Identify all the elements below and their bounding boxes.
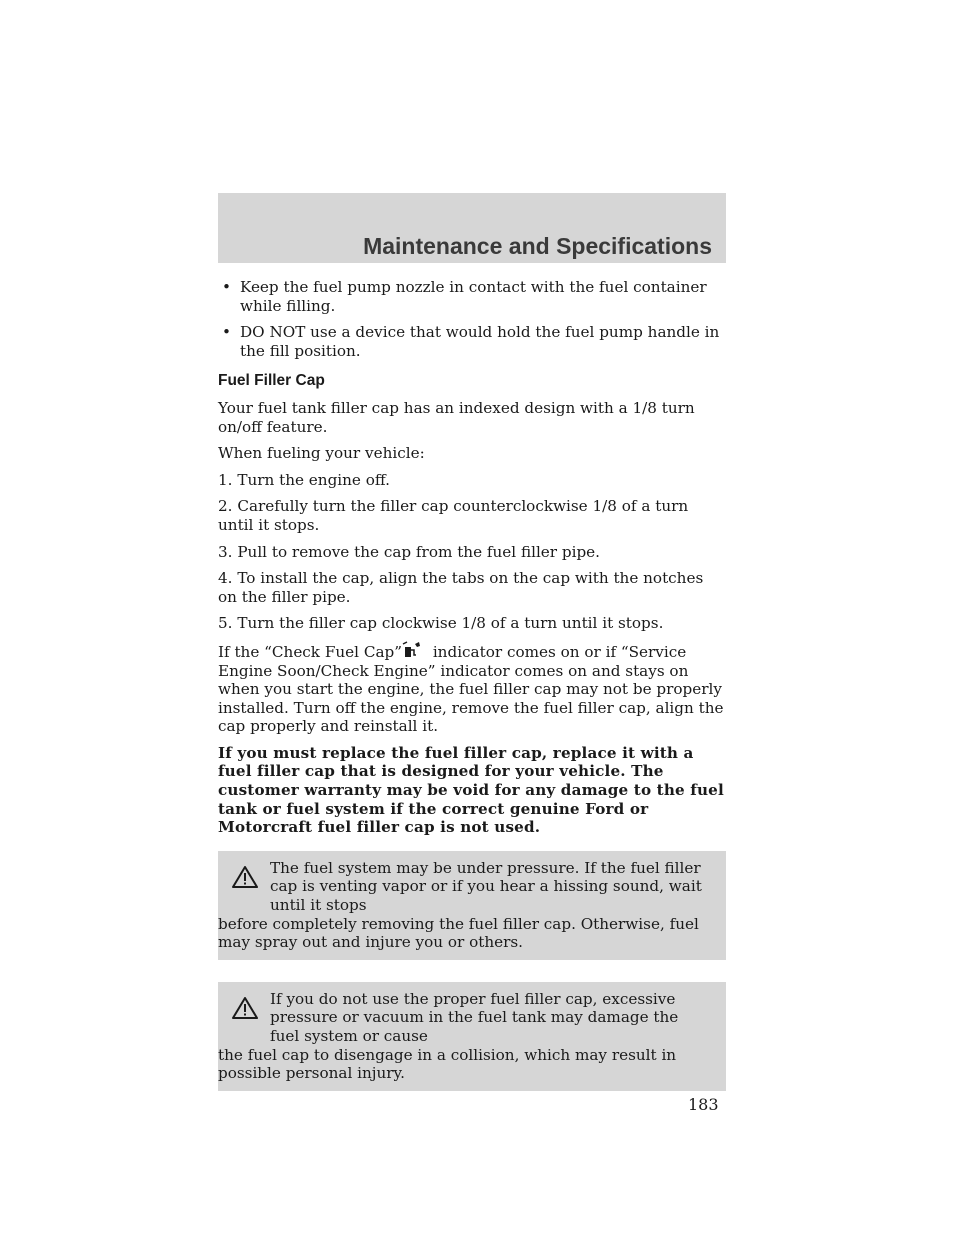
fuel-cap-intro: Your fuel tank filler cap has an indexed design with a 1/8 turn on/off feature. — [218, 398, 695, 436]
check-fuel-cap-paragraph — [218, 641, 726, 736]
bullet-item — [218, 278, 726, 315]
step-1: 1. Turn the engine off. — [218, 470, 390, 489]
warning-box — [218, 851, 726, 960]
bullet-text: DO NOT use a device that would hold the fuel pump handle in the fill position. — [240, 323, 720, 360]
replace-cap-notice: If you must replace the fuel filler cap, replace it with a fuel filler cap that is designed for your vehicle. The customer warranty may be void for any damage to the fuel tank or fuel system if the correct genuine Ford or Motorcraft fuel filler cap is not used. — [218, 743, 724, 837]
warning-text-lead: If you do not use the proper fuel filler cap, excessive pressure or vacuum in the fuel tank may damage the fuel system or cause — [270, 989, 679, 1045]
bullet-symbol: • — [222, 323, 231, 342]
step-4: 4. To install the cap, align the tabs on the cap with the notches on the filler pipe. — [218, 569, 704, 606]
warning-triangle-icon — [232, 865, 258, 889]
warning-box — [218, 982, 726, 1091]
page-content — [218, 278, 726, 1113]
section-title: Maintenance and Specifications — [363, 233, 712, 259]
fuel-cap-heading: Fuel Filler Cap — [218, 372, 325, 390]
warning-text-rest: the fuel cap to disengage in a collision, which may result in possible personal injury. — [218, 1045, 677, 1083]
when-fueling: When fueling your vehicle: — [218, 444, 425, 463]
check-text-before: If the “Check Fuel Cap” — [218, 642, 402, 661]
bullet-symbol: • — [222, 278, 231, 296]
check-fuel-cap-icon — [402, 641, 422, 659]
step-3: 3. Pull to remove the cap from the fuel filler pipe. — [218, 542, 601, 561]
section-header — [218, 193, 726, 263]
bullet-item — [218, 323, 726, 360]
warning-triangle-icon — [232, 996, 258, 1020]
warning-text-lead: The fuel system may be under pressure. If the fuel filler cap is venting vapor or if you hear a hissing sound, wait until it stops — [270, 858, 702, 915]
step-5: 5. Turn the filler cap clockwise 1/8 of a turn until it stops. — [218, 614, 664, 633]
page-number: 183 — [688, 1095, 719, 1114]
check-text-after: indicator comes on or if “Service Engine Soon/Check Engine” indicator comes on and stays on when you start the engine, the fuel filler cap may not be properly installed. Turn off the engine, remove the fuel filler cap, align the cap properly and reinstall it. — [218, 642, 724, 736]
bullet-text: Keep the fuel pump nozzle in contact with the fuel container while filling. — [240, 278, 707, 315]
step-2: 2. Carefully turn the filler cap counterclockwise 1/8 of a turn until it stops. — [218, 497, 689, 534]
warning-text-rest: before completely removing the fuel filler cap. Otherwise, fuel may spray out and injure you or others. — [218, 914, 699, 952]
